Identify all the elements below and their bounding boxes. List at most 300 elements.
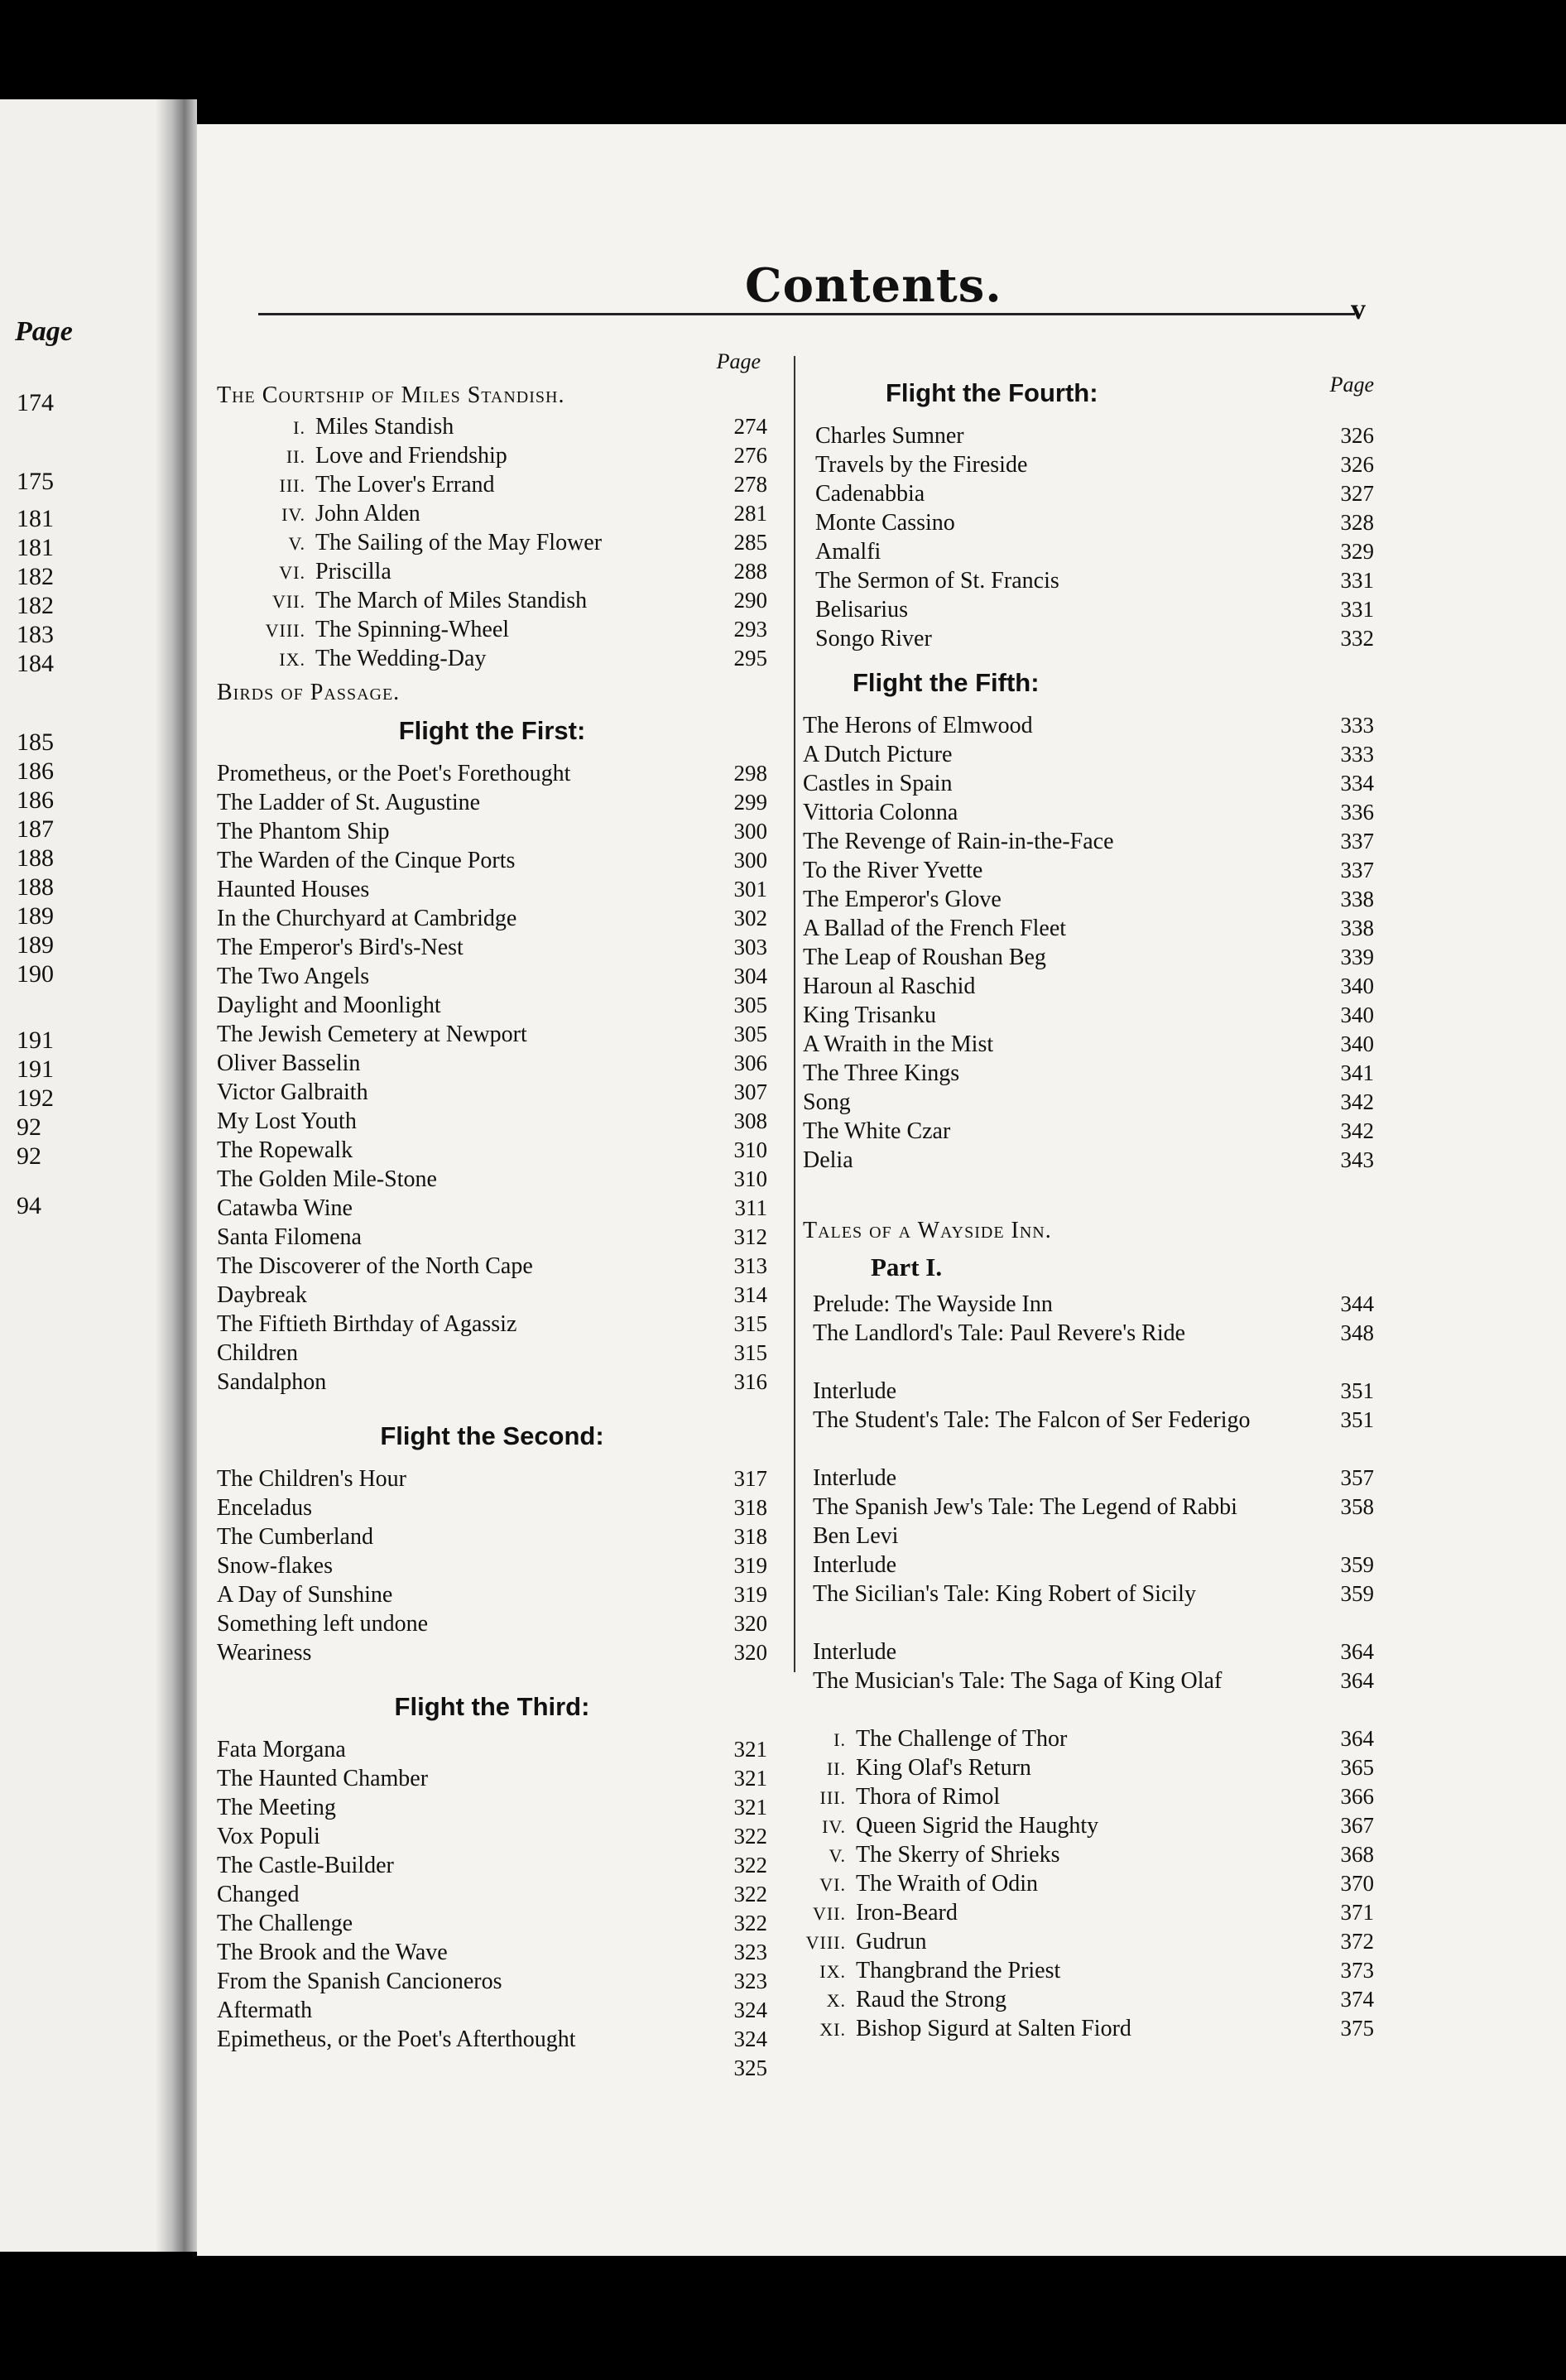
toc-entry-title [262,499,420,529]
toc-entry-page: 317 [733,1466,767,1491]
toc-entry [803,1493,1374,1551]
toc-entry-text: The Brook and the Wave [217,1940,448,1965]
toc-entry-page: 325 [733,2055,767,2080]
toc-entry-page: 337 [1340,829,1374,853]
toc-entry-text: The Spinning-Wheel [315,617,510,642]
toc-entry-text: Miles Standish [315,414,454,440]
toc-entry-title [815,624,932,653]
toc-entry-title [803,798,958,827]
facing-page-number: 185 [17,728,54,756]
toc-entry-page: 328 [1340,510,1374,535]
toc-entry-text: Catawba Wine [217,1195,353,1221]
toc-entry-page: 341 [1340,1060,1374,1085]
toc-entry-text: The Cumberland [217,1524,373,1550]
facing-page-number: 187 [17,815,54,843]
toc-entry-title [803,1898,958,1928]
toc-entry-title [803,1146,853,1175]
toc-entry [217,1252,767,1281]
toc-entry-title [217,1252,533,1281]
toc-entry [217,1020,767,1049]
toc-entry [217,586,767,615]
toc-entry-title [813,1493,1276,1551]
toc-entry-page: 372 [1340,1929,1374,1954]
toc-entry-page: 366 [1340,1784,1374,1809]
toc-entry-numeral: V. [829,1845,846,1866]
toc-entry-title [815,421,964,450]
page-title: Contents. [745,258,1002,313]
toc-entry-page: 320 [733,1611,767,1636]
toc-entry-title [262,528,602,558]
toc-entry [803,1319,1374,1377]
toc-entry [217,412,767,441]
toc-entry-numeral: XI. [819,2019,846,2040]
page-column-label: Page [716,349,761,373]
toc-entry-page: 340 [1340,1002,1374,1027]
toc-entry-title [217,904,516,933]
toc-entry-title [217,1793,336,1822]
toc-entry [803,769,1374,798]
facing-page-number: 191 [17,1055,54,1083]
toc-entry-text: A Day of Sunshine [217,1582,393,1608]
toc-entry [803,1059,1374,1088]
toc-entry-text: Queen Sigrid the Haughty [856,1813,1099,1839]
toc-entry-title [815,508,955,537]
toc-entry-text: The Challenge of Thor [856,1726,1068,1752]
book-gutter [156,99,197,2252]
toc-entry-text: King Trisanku [803,1002,937,1028]
toc-entry-title [803,769,952,798]
toc-entry-title [813,1377,896,1406]
toc-entry-page: 281 [733,501,767,526]
toc-entry-page: 339 [1340,945,1374,969]
toc-entry-page: 337 [1340,858,1374,882]
toc-entry-page: 342 [1340,1118,1374,1143]
toc-entry-title [217,1822,320,1851]
toc-entry-page: 321 [733,1766,767,1791]
facing-page-label: Page [15,316,73,347]
toc-entry [217,1223,767,1252]
toc-entry-text: The Ladder of St. Augustine [217,790,481,815]
toc-entry-text: Song [803,1089,851,1115]
toc-entry-text: Songo River [815,626,932,651]
toc-entry [217,991,767,1020]
toc-entry [803,508,1374,537]
toc-entry [217,1078,767,1107]
toc-entry-text: The Discoverer of the North Cape [217,1253,533,1279]
toc-entry [803,972,1374,1001]
toc-entry-page: 326 [1340,452,1374,477]
flight-second-list [217,1464,767,1667]
toc-entry-text: The Sicilian's Tale: King Robert of Sicily [813,1581,1196,1607]
toc-entry-title [803,1811,1098,1841]
toc-entry-text: Victor Galbraith [217,1079,368,1105]
toc-entry-page: 319 [733,1582,767,1607]
toc-entry-page: 329 [1340,539,1374,564]
facing-page-number: 182 [17,592,54,619]
toc-entry-text: Santa Filomena [217,1224,362,1250]
toc-entry-page: 365 [1340,1755,1374,1780]
toc-entry-text: The Fiftieth Birthday of Agassiz [217,1311,517,1337]
toc-entry-text: Cadenabbia [815,481,925,507]
toc-entry-title [217,991,441,1020]
toc-entry [803,1898,1374,1927]
toc-entry [217,1793,767,1822]
toc-entry [803,1001,1374,1030]
toc-entry-text: Charles Sumner [815,423,964,449]
toc-entry-page: 312 [733,1224,767,1249]
toc-entry [217,2025,767,2054]
toc-entry-text: The Sermon of St. Francis [815,568,1059,594]
toc-entry [803,1956,1374,1985]
column-divider [794,356,795,1672]
toc-entry-text: The Student's Tale: The Falcon of Ser Federigo [813,1407,1251,1433]
toc-entry-page: 302 [733,906,767,930]
toc-entry-title [803,885,1002,914]
toc-entry-page: 367 [1340,1813,1374,1838]
part-heading: Part I. [871,1253,943,1281]
toc-entry-title [217,1339,298,1368]
toc-entry-text: Snow-flakes [217,1553,333,1579]
toc-entry [217,470,767,499]
toc-entry-title [217,1967,502,1996]
toc-entry-page: 311 [734,1195,767,1220]
section-title-wayside-inn: Tales of a Wayside Inn. [803,1218,1052,1243]
toc-entry-title [217,1493,312,1522]
facing-page-number: 181 [17,505,54,532]
toc-entry-page: 338 [1340,887,1374,911]
toc-entry-text: Children [217,1340,298,1366]
toc-entry-page: 336 [1340,800,1374,825]
facing-page-number: 186 [17,757,54,785]
toc-entry-title [815,566,1059,595]
toc-entry-title [815,595,908,624]
toc-entry-page: 364 [1340,1639,1374,1664]
toc-entry-title [815,450,1027,479]
toc-entry [803,624,1374,653]
toc-entry-text: Oliver Basselin [217,1051,361,1076]
toc-entry-text: Thangbrand the Priest [856,1958,1061,1983]
toc-entry-page: 321 [733,1737,767,1762]
toc-entry-page: 340 [1340,974,1374,998]
flight-heading-fifth: Flight the Fifth: [853,668,1040,697]
toc-entry-numeral: II. [826,1758,846,1779]
toc-entry-page: 333 [1340,742,1374,767]
toc-entry-page: 373 [1340,1958,1374,1983]
toc-entry-page: 359 [1340,1581,1374,1606]
toc-entry-numeral: VI. [819,1874,846,1895]
toc-entry-page: 319 [733,1553,767,1578]
toc-entry-title [217,1049,360,1078]
toc-entry-page: 343 [1340,1147,1374,1172]
toc-entry-text: The Meeting [217,1795,336,1820]
toc-entry [803,943,1374,972]
toc-entry-text: Amalfi [815,539,881,565]
toc-entry [803,1985,1374,2014]
toc-entry [217,875,767,904]
toc-entry [217,1735,767,1764]
toc-entry-text: To the River Yvette [803,858,983,883]
toc-entry [217,817,767,846]
toc-entry-page: 324 [733,2027,767,2051]
toc-entry-title [813,1290,1053,1319]
toc-entry [803,1146,1374,1175]
header-rule [258,313,1355,315]
toc-entry-numeral: VI. [279,562,305,583]
toc-entry-page: 364 [1340,1726,1374,1751]
toc-entry [803,1464,1374,1493]
toc-entry-text: Priscilla [315,559,392,584]
toc-entry-title [262,615,509,645]
toc-entry-title [813,1319,1276,1348]
toc-entry [217,1281,767,1310]
toc-entry-text: A Ballad of the French Fleet [803,916,1067,941]
facing-page-number: 188 [17,873,54,901]
toc-entry-text: Love and Friendship [315,443,507,469]
toc-entry [803,1579,1374,1637]
courtship-list [217,412,767,673]
toc-entry [217,1464,767,1493]
facing-page [0,99,166,2252]
toc-entry-title [803,1001,936,1030]
toc-entry [803,856,1374,885]
facing-page-number: 191 [17,1027,54,1054]
toc-entry [217,644,767,673]
facing-page-number: 189 [17,931,54,959]
toc-entry-text: Interlude [813,1378,897,1404]
toc-entry-text: The Skerry of Shrieks [856,1842,1060,1868]
toc-entry-page: 371 [1340,1900,1374,1925]
toc-entry-text: Vox Populi [217,1824,320,1849]
facing-page-number: 182 [17,563,54,590]
toc-entry [217,1609,767,1638]
toc-entry-text: The Jewish Cemetery at Newport [217,1022,527,1047]
toc-entry-page: 323 [733,1969,767,1993]
toc-entry-text: The Phantom Ship [217,819,390,844]
toc-entry [803,1290,1374,1319]
toc-entry [217,1194,767,1223]
toc-entry-page: 370 [1340,1871,1374,1896]
toc-entry-title [813,1551,896,1579]
toc-entry [803,595,1374,624]
toc-entry-text: The Ropewalk [217,1137,353,1163]
olaf-list [803,1724,1374,2043]
toc-entry-text: The Warden of the Cinque Ports [217,848,516,873]
toc-entry-page: 351 [1340,1378,1374,1403]
toc-entry-title [217,1310,516,1339]
toc-entry-page: 322 [733,1882,767,1906]
toc-entry-title [217,875,369,904]
toc-entry-title [813,1406,1276,1435]
toc-entry-page: 344 [1340,1291,1374,1316]
toc-entry-page: 305 [733,993,767,1017]
toc-entry-page: 300 [733,848,767,873]
toc-entry-text: From the Spanish Cancioneros [217,1969,502,1994]
toc-entry-page: 364 [1340,1668,1374,1693]
toc-entry [217,1996,767,2025]
toc-entry-numeral: I. [833,1729,846,1750]
toc-entry-title [217,1580,392,1609]
toc-entry-text: Aftermath [217,1998,313,2023]
toc-entry-title [217,1368,326,1397]
facing-page-number: 186 [17,786,54,814]
toc-entry [217,1165,767,1194]
contents-column-left [217,349,767,2083]
toc-entry-text: The Three Kings [803,1060,960,1086]
toc-entry-page: 303 [733,935,767,959]
flight-heading-third: Flight the Third: [394,1692,590,1721]
toc-entry-text: The Leap of Roushan Beg [803,945,1046,970]
toc-entry-page: 357 [1340,1465,1374,1490]
toc-entry-page: 288 [733,559,767,584]
toc-entry-text: Epimetheus, or the Poet's Afterthought [217,2027,576,2052]
toc-entry [803,1724,1374,1753]
toc-entry-text: The Landlord's Tale: Paul Revere's Ride [813,1320,1186,1346]
toc-entry-title [217,846,515,875]
toc-entry-text: Weariness [217,1640,312,1666]
toc-entry-numeral: VIII. [265,620,305,641]
facing-page-number: 175 [17,468,54,495]
toc-entry-text: Iron-Beard [856,1900,958,1926]
toc-entry-numeral: IX. [279,649,305,670]
toc-entry-title [262,441,507,471]
toc-entry-title [217,1522,373,1551]
toc-entry-text: Raud the Strong [856,1987,1006,2012]
section-title-courtship: The Courtship of Miles Standish. [217,382,565,408]
toc-entry-text: King Olaf's Return [856,1755,1031,1781]
toc-entry-title [803,827,1114,856]
wayside-list [803,1290,1374,1724]
facing-page-number: 92 [17,1113,41,1141]
toc-entry [803,1666,1374,1724]
toc-entry-text: The Musician's Tale: The Saga of King Olaf [813,1668,1223,1694]
toc-entry-page: 327 [1340,481,1374,506]
toc-entry [803,1117,1374,1146]
facing-page-number: 183 [17,621,54,648]
toc-entry-title [803,1985,1006,2015]
toc-entry-page: 375 [1340,2016,1374,2041]
toc-entry-title [803,1030,993,1059]
page-number: v [1351,292,1366,325]
toc-entry-page: 308 [733,1108,767,1133]
toc-entry [217,557,767,586]
page-column-label: Page [1329,373,1374,397]
toc-entry-numeral: VII. [812,1903,846,1924]
toc-entry [803,1088,1374,1117]
toc-entry-text: Castles in Spain [803,771,953,796]
toc-entry-page: 326 [1340,423,1374,448]
facing-page-number: 92 [17,1142,41,1170]
toc-entry-title [217,1223,362,1252]
toc-entry [803,711,1374,740]
toc-entry-page: 320 [733,1640,767,1665]
toc-entry-title [262,412,454,442]
flight-heading-first: Flight the First: [398,716,586,745]
toc-entry-numeral: V. [288,533,305,554]
toc-entry-page: 310 [733,1137,767,1162]
toc-entry-text: Daylight and Moonlight [217,993,441,1018]
toc-entry [803,2014,1374,2043]
toc-entry [803,1782,1374,1811]
toc-entry-text: Enceladus [217,1495,313,1521]
toc-entry-text: Delia [803,1147,853,1173]
toc-entry-page: 321 [733,1795,767,1820]
toc-entry-title [217,1851,394,1880]
section-title-birds-of-passage: Birds of Passage. [217,680,401,705]
toc-entry-title [803,1782,1000,1812]
facing-page-number: 94 [17,1192,41,1219]
toc-entry-text: Something left undone [217,1611,429,1637]
toc-entry-text: Haroun al Raschid [803,974,976,999]
toc-entry [217,1880,767,1909]
toc-entry-title [815,479,925,508]
toc-entry-page: 333 [1340,713,1374,738]
toc-entry [803,798,1374,827]
toc-entry-text: My Lost Youth [217,1108,357,1134]
toc-entry-page: 322 [733,1824,767,1849]
toc-entry-page: 323 [733,1940,767,1964]
toc-entry [217,1967,767,1996]
toc-entry-title [813,1464,896,1493]
flight-heading-fourth: Flight the Fourth: [886,378,1098,407]
toc-entry-title [803,1956,1060,1986]
toc-entry-page: 331 [1340,597,1374,622]
toc-entry-text: Interlude [813,1552,897,1578]
toc-entry-title [803,711,1033,740]
toc-entry-title [217,1551,333,1580]
toc-entry [803,827,1374,856]
toc-entry-title [803,1724,1067,1754]
toc-entry-title [803,856,982,885]
toc-entry-numeral: I. [293,417,305,438]
toc-entry-text: Sandalphon [217,1369,327,1395]
toc-entry-text: The Two Angels [217,964,370,989]
toc-entry-title [803,1117,950,1146]
contents-column-right [803,370,1374,2043]
flight-heading-second: Flight the Second: [380,1421,604,1450]
toc-entry-page: 358 [1340,1494,1374,1519]
toc-entry-page: 313 [733,1253,767,1278]
toc-entry [803,1753,1374,1782]
toc-entry-title [217,2025,576,2054]
toc-entry-text: The Challenge [217,1911,353,1936]
toc-entry-page: 306 [733,1051,767,1075]
toc-entry-text: Prelude: The Wayside Inn [813,1291,1053,1317]
toc-entry-title [217,1909,353,1938]
toc-entry [217,1107,767,1136]
toc-entry-text: The Castle-Builder [217,1853,394,1878]
toc-entry-text: Travels by the Fireside [815,452,1028,478]
toc-entry-title [803,1869,1038,1899]
toc-entry-page: 318 [733,1524,767,1549]
toc-entry [803,740,1374,769]
toc-entry [217,1764,767,1793]
toc-entry-page: 295 [733,646,767,671]
toc-entry-numeral: VIII. [805,1932,846,1953]
toc-entry-text: A Wraith in the Mist [803,1031,994,1057]
toc-entry-text: Monte Cassino [815,510,955,536]
toc-entry-text: The White Czar [803,1118,951,1144]
toc-entry-text: The Golden Mile-Stone [217,1166,437,1192]
toc-entry [217,441,767,470]
toc-entry [217,1136,767,1165]
toc-entry [217,1493,767,1522]
facing-page-number: 184 [17,650,54,677]
toc-entry-title [217,1464,406,1493]
toc-entry-page: 307 [733,1079,767,1104]
toc-entry-text: Vittoria Colonna [803,800,958,825]
toc-entry-title [217,1165,437,1194]
toc-entry-text: Daybreak [217,1282,307,1308]
